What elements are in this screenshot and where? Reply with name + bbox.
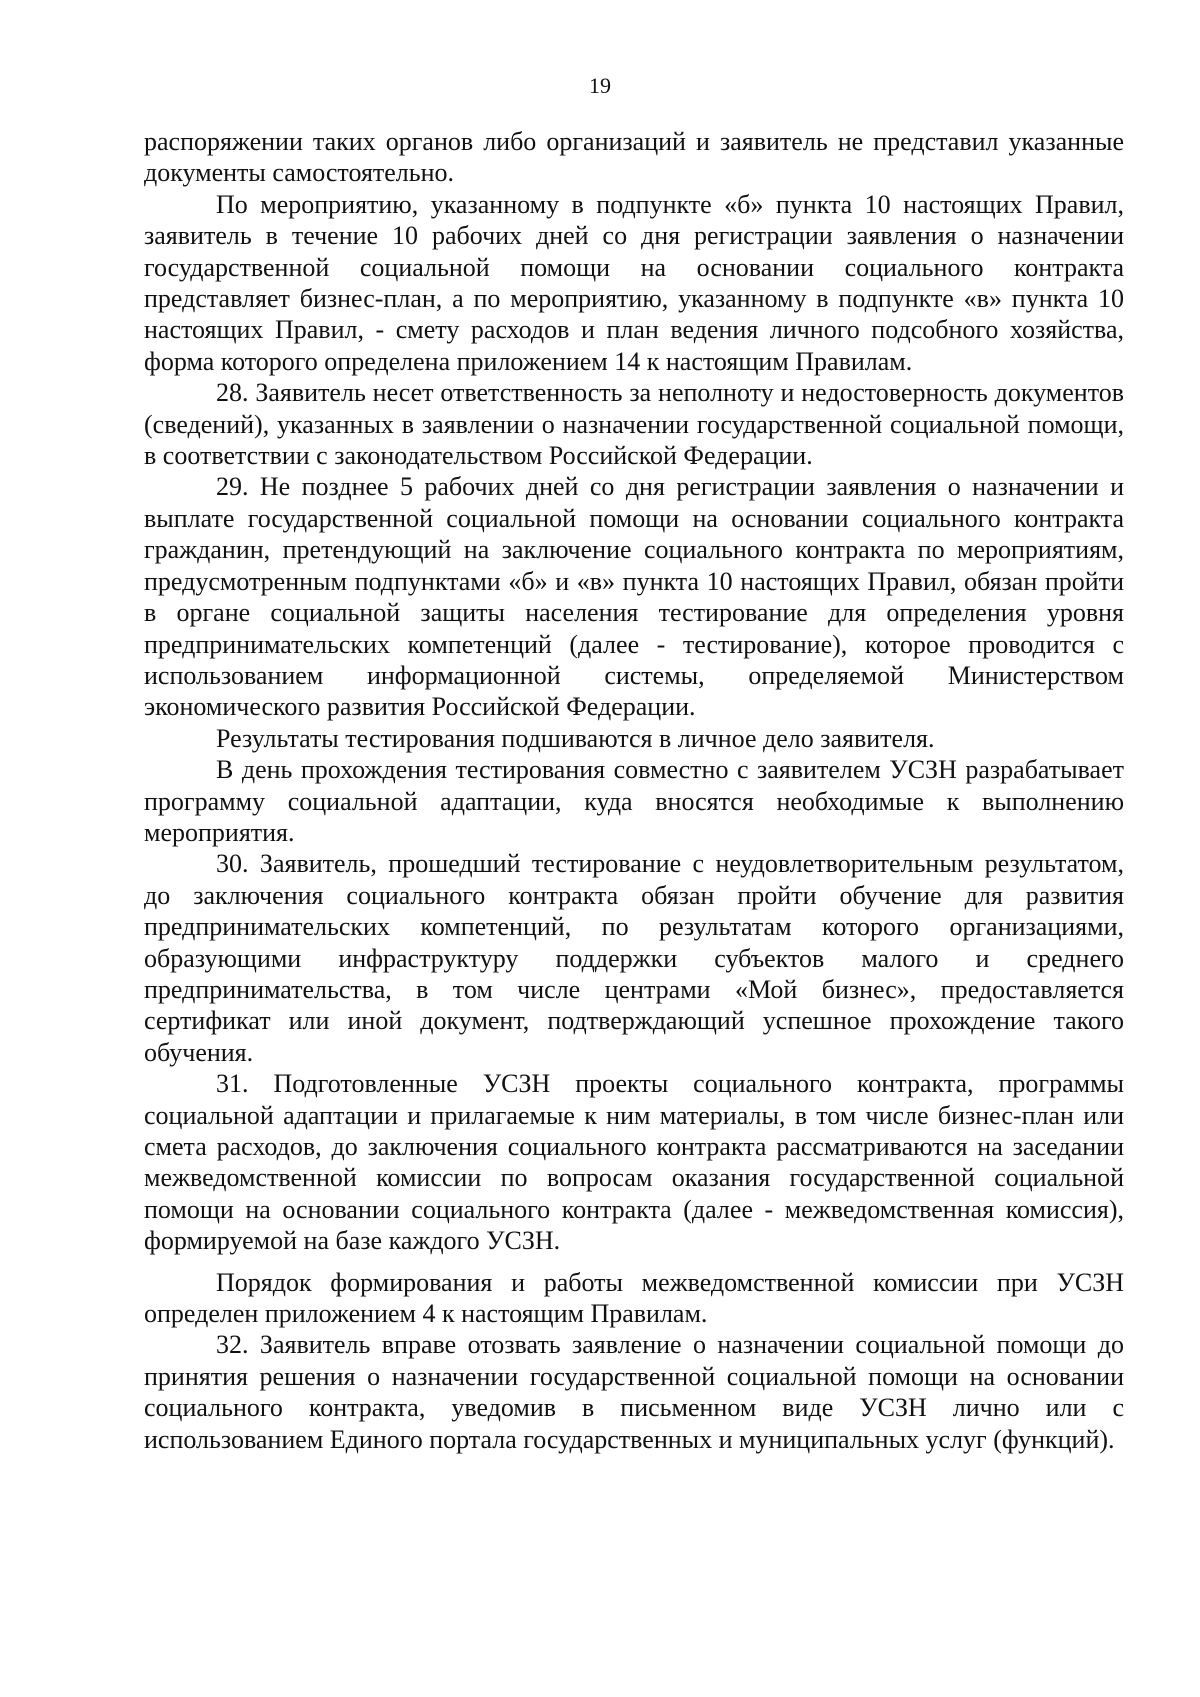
paragraph-test-results: Результаты тестирования подшиваются в личное дело заявителя.	[216, 723, 935, 753]
paragraph-business-plan: По мероприятию, указанному в подпункте «б» пункта 10 настоящих Правил, заявитель в течение 10 рабочих дней со дня регистрации заявления о назначении государственной социальной помощи на основании социального контракта представляет бизнес-план, а по мероприятию, указанному в подпункте «в» пункта 10 настоящих Правил, - смету расходов и план ведения личного подсобного хозяйства, форма которого определена приложением 14 к настоящим Правилам.	[144, 189, 1124, 376]
paragraph-adaptation-program: В день прохождения тестирования совместно с заявителем УСЗН разрабатывает программу социальной адаптации, куда вносятся необходимые к выполнению мероприятия.	[144, 755, 1124, 847]
paragraph-29: 29. Не позднее 5 рабочих дней со дня регистрации заявления о назначении и выплате государственной социальной помощи на основании социального контракта гражданин, претендующий на заключение социального контракта по мероприятиям, предусмотренным подпунктами «б» и «в» пункта 10 настоящих Правил, обязан пройти в органе социальной защиты населения тестирование для определения уровня предпринимательских компетенций (далее - тестирование), которое проводится с использованием информационной системы, определяемой Министерством экономического развития Российской Федерации.	[144, 472, 1124, 722]
document-body	[144, 126, 1124, 1455]
page-number: 19	[589, 73, 611, 98]
paragraph-continuation: распоряжении таких органов либо организаций и заявитель не представил указанные документы самостоятельно.	[144, 127, 1124, 188]
paragraph-31: 31. Подготовленные УСЗН проекты социального контракта, программы социальной адаптации и прилагаемые к ним материалы, в том числе бизнес-план или смета расходов, до заключения социального контракта рассматриваются на заседании межведомственной комиссии по вопросам оказания государственной социальной помощи на основании социального контракта (далее - межведомственная комиссия), формируемой на базе каждого УСЗН.	[144, 1069, 1124, 1256]
paragraph-30: 30. Заявитель, прошедший тестирование с неудовлетворительным результатом, до заключения социального контракта обязан пройти обучение для развития предпринимательских компетенций, по результатам которого организациями, образующими инфраструктуру поддержки субъектов малого и среднего предпринимательства, в том числе центрами «Мой бизнес», предоставляется сертификат или иной документ, подтверждающий успешное прохождение такого обучения.	[144, 849, 1124, 1067]
paragraph-commission-order: Порядок формирования и работы межведомственной комиссии при УСЗН определен приложением 4 к настоящим Правилам.	[144, 1267, 1124, 1329]
paragraph-32: 32. Заявитель вправе отозвать заявление о назначении социальной помощи до принятия решения о назначении государственной социальной помощи на основании социального контракта, уведомив в письменном виде УСЗН лично или с использованием Единого портала государственных и муниципальных услуг (функций).	[144, 1330, 1124, 1454]
paragraph-28: 28. Заявитель несет ответственность за неполноту и недостоверность документов (сведений), указанных в заявлении о назначении государственной социальной помощи, в соответствии с законодательством Российской Федерации.	[144, 378, 1124, 471]
